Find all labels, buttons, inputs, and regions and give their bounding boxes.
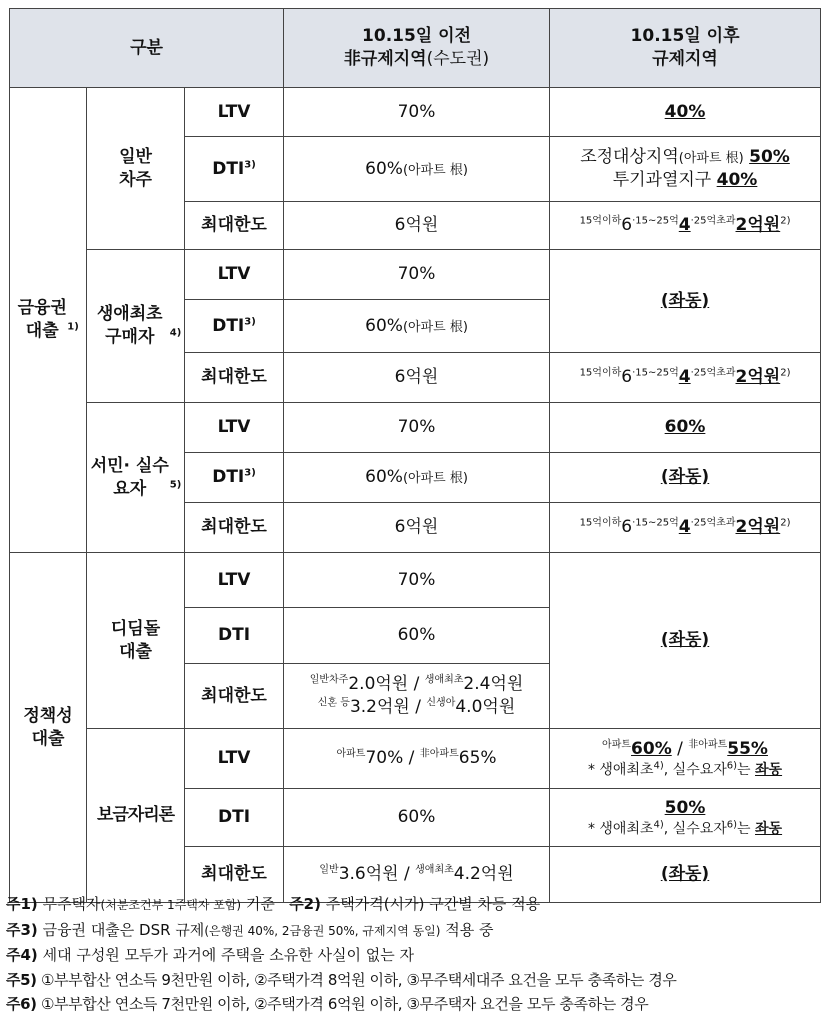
general-dti-before-value: 60% bbox=[365, 158, 403, 179]
low-income-ltv-after bbox=[550, 403, 821, 453]
footnote-5-key: 주5) bbox=[6, 970, 37, 989]
didimdol-general-value: 2.0억원 bbox=[348, 674, 409, 695]
header-after bbox=[550, 9, 821, 88]
tier2-value: 4 bbox=[678, 215, 691, 236]
dti-after-speculation-value: 40% bbox=[716, 170, 758, 190]
dti-text: DTI bbox=[212, 315, 245, 336]
low-income-limit-after bbox=[550, 503, 821, 553]
dti-sup: 3) bbox=[244, 315, 256, 327]
didimdol-after-same-text: (좌동) bbox=[660, 630, 710, 651]
didimdol-newborn-value: 4.0억원 bbox=[455, 697, 516, 717]
footnote-6-key: 주6) bbox=[6, 995, 37, 1013]
footnote-6-text: ①부부합산 연소득 7천만원 이하, ②주택가격 6억원 이하, ③무주택자 요건을 모두 충족하는 경우 bbox=[40, 995, 649, 1013]
tier2-sup: ·15~25억 bbox=[632, 215, 679, 227]
tier2-value: 4 bbox=[678, 367, 691, 388]
footnote-6 bbox=[6, 992, 821, 1017]
footnote-5 bbox=[6, 968, 821, 993]
borrower-first-time bbox=[87, 250, 185, 403]
tier-note-sup: 2) bbox=[780, 367, 791, 379]
dti-after-speculation-area: 투기과열지구 bbox=[612, 170, 712, 190]
general-limit-before bbox=[284, 202, 550, 250]
footnote-2-text-b: 구간별 차등 적용 bbox=[429, 895, 541, 913]
footnote-3-text-a: 금융권 대출은 DSR 규제 bbox=[42, 920, 205, 939]
group-financial bbox=[10, 88, 87, 553]
borrower-bogeumjari-name: 보금자리론 bbox=[96, 805, 175, 826]
first-time-limit-before-value: 6억원 bbox=[394, 367, 439, 388]
bogeumjari-dti-before bbox=[284, 789, 550, 847]
footnote-1-text-b: 기준 bbox=[245, 895, 275, 913]
footnotes bbox=[6, 892, 821, 1017]
header-before bbox=[284, 9, 550, 88]
didimdol-general-sup: 일반차주 bbox=[309, 674, 349, 686]
note-pre: * 생애최초 bbox=[587, 761, 654, 778]
general-dti-after bbox=[550, 137, 821, 202]
bogeumjari-limit-general-value: 3.6억원 bbox=[338, 864, 399, 885]
label-ltv bbox=[185, 729, 284, 789]
note-sup1: 4) bbox=[653, 818, 664, 830]
label-max-limit bbox=[185, 353, 284, 403]
footnote-1-text-a: 무주택자 bbox=[42, 895, 101, 913]
label-max-limit bbox=[185, 664, 284, 729]
didimdol-first-value: 2.4억원 bbox=[463, 674, 524, 695]
note-pre: * 생애최초 bbox=[587, 820, 654, 837]
low-income-ltv-after-value: 60% bbox=[664, 417, 706, 438]
bogeumjari-ltv-after-note bbox=[550, 761, 820, 780]
header-category-label: 구분 bbox=[130, 37, 163, 58]
label-max-limit bbox=[185, 202, 284, 250]
max-limit-text: 최대한도 bbox=[201, 367, 267, 388]
group-policy bbox=[10, 553, 87, 903]
footnote-1-2 bbox=[6, 892, 821, 918]
footnote-2-text-a: 주택가격 bbox=[325, 895, 384, 913]
didimdol-limit-line1 bbox=[284, 673, 549, 696]
tier1-sup: 15억이하 bbox=[579, 517, 622, 529]
loan-regulation-table bbox=[9, 8, 821, 903]
first-time-limit-before bbox=[284, 353, 550, 403]
max-limit-text: 최대한도 bbox=[201, 685, 267, 706]
footnote-4-key: 주4) bbox=[6, 946, 38, 964]
label-dti bbox=[185, 608, 284, 664]
tier3-sup: ·25억초과 bbox=[690, 367, 736, 379]
low-income-sup: 5) bbox=[169, 478, 182, 490]
first-time-limit-after bbox=[550, 353, 821, 403]
footnote-2-key: 주2) bbox=[289, 895, 321, 913]
first-time-dti-before-note: (아파트 根) bbox=[402, 319, 468, 335]
dti-after-adjusted-note: (아파트 根) bbox=[678, 151, 744, 167]
borrower-bogeumjari bbox=[87, 729, 185, 903]
note-mid: , 실수요자 bbox=[663, 820, 727, 837]
label-max-limit bbox=[185, 503, 284, 553]
low-income-dti-before bbox=[284, 453, 550, 503]
ltv-text: LTV bbox=[217, 417, 251, 438]
header-before-region bbox=[284, 48, 549, 71]
low-income-dti-before-note: (아파트 根) bbox=[402, 471, 468, 487]
tier3-sup: ·25억초과 bbox=[690, 215, 736, 227]
max-limit-text: 최대한도 bbox=[201, 215, 267, 236]
bogeumjari-nonapt-value: 65% bbox=[458, 748, 497, 769]
dti-text: DTI bbox=[212, 467, 245, 488]
header-after-region: 규제지역 bbox=[652, 49, 718, 69]
general-limit-after bbox=[550, 202, 821, 250]
didimdol-after-same bbox=[550, 553, 821, 729]
tier3-value: 2억원 bbox=[735, 517, 781, 538]
note-post: 는 bbox=[737, 761, 751, 778]
ltv-text: LTV bbox=[217, 264, 251, 285]
max-limit-text: 최대한도 bbox=[201, 517, 267, 538]
footnote-3-text-b: 적용 중 bbox=[445, 920, 494, 939]
low-income-limit-before bbox=[284, 503, 550, 553]
bogeumjari-dti-after-value: 50% bbox=[664, 797, 706, 818]
general-dti-after-line1 bbox=[550, 146, 820, 169]
tier-note-sup: 2) bbox=[780, 215, 791, 227]
ltv-text: LTV bbox=[217, 748, 251, 769]
header-before-date: 10.15일 이전 bbox=[362, 26, 471, 47]
dti-after-adjusted-area: 조정대상지역 bbox=[580, 147, 679, 168]
note-sup2: 6) bbox=[726, 818, 738, 830]
borrower-low-income-name: 서민· 실수요자 bbox=[90, 455, 169, 499]
bogeumjari-limit-general-sup: 일반 bbox=[319, 864, 339, 876]
footnote-3 bbox=[6, 918, 821, 944]
bogeumjari-nonapt-sup: 非아파트 bbox=[419, 748, 459, 760]
didimdol-newlywed-sup: 신혼 등 bbox=[317, 697, 350, 709]
max-limit-text: 최대한도 bbox=[201, 864, 267, 885]
label-dti bbox=[185, 453, 284, 503]
footnote-2-paren: (시가) bbox=[383, 895, 425, 913]
separator: / bbox=[413, 674, 420, 695]
general-ltv-before-value: 70% bbox=[397, 101, 436, 122]
low-income-dti-before-value: 60% bbox=[365, 467, 403, 488]
low-income-limit-before-value: 6억원 bbox=[394, 517, 439, 538]
tier2-value: 4 bbox=[678, 517, 691, 538]
bogeumjari-dti-after bbox=[550, 789, 821, 847]
tier3-sup: ·25억초과 bbox=[690, 517, 736, 529]
bogeumjari-after-apt-value: 60% bbox=[631, 738, 672, 759]
label-dti bbox=[185, 300, 284, 353]
bogeumjari-apt-value: 70% bbox=[365, 748, 404, 769]
footnote-3-paren: (은행권 40%, 2금융권 50%, 규제지역 동일) bbox=[204, 923, 441, 938]
group-financial-label: 금융권 대출 bbox=[17, 298, 67, 341]
didimdol-limit-before bbox=[284, 664, 550, 729]
note-mid: , 실수요자 bbox=[663, 761, 727, 778]
bogeumjari-after-nonapt-sup: 非아파트 bbox=[688, 738, 728, 750]
bogeumjari-apt-sup: 아파트 bbox=[336, 748, 366, 760]
bogeumjari-dti-after-note bbox=[550, 820, 820, 839]
borrower-first-time-name: 생애최초 구매자 bbox=[96, 304, 163, 347]
tier1-value: 6 bbox=[621, 215, 633, 236]
didimdol-newlywed-value: 3.2억원 bbox=[349, 697, 410, 717]
footnote-1-paren: (처분조건부 1주택자 포함) bbox=[100, 898, 242, 912]
general-ltv-after-value: 40% bbox=[664, 101, 706, 122]
borrower-didimdol-name: 디딤돌 대출 bbox=[110, 618, 161, 662]
low-income-dti-after-value: (좌동) bbox=[660, 467, 710, 488]
tier1-sup: 15억이하 bbox=[579, 367, 622, 379]
header-after-date: 10.15일 이후 bbox=[630, 26, 740, 47]
footnote-4-text: 세대 구성원 모두가 과거에 주택을 소유한 사실이 없는 자 bbox=[42, 946, 414, 964]
footnote-4 bbox=[6, 943, 821, 968]
separator: / bbox=[677, 738, 683, 759]
tier1-value: 6 bbox=[621, 367, 633, 388]
general-limit-before-value: 6억원 bbox=[394, 215, 439, 236]
separator: / bbox=[408, 748, 415, 769]
tier2-sup: ·15~25억 bbox=[632, 367, 679, 379]
separator: / bbox=[415, 697, 421, 717]
footnote-5-text: ①부부합산 연소득 9천만원 이하, ②주택가격 8억원 이하, ③무주택세대주 요건을 모두 충족하는 경우 bbox=[40, 970, 677, 989]
label-ltv bbox=[185, 250, 284, 300]
note-sup1: 4) bbox=[653, 759, 664, 771]
first-time-dti-before-value: 60% bbox=[365, 315, 403, 336]
didimdol-dti-before-value: 60% bbox=[397, 625, 436, 646]
bogeumjari-limit-first-sup: 생애최초 bbox=[415, 864, 454, 876]
didimdol-ltv-before bbox=[284, 553, 550, 608]
tier3-value: 2억원 bbox=[735, 367, 781, 388]
bogeumjari-after-apt-sup: 아파트 bbox=[602, 738, 632, 750]
group-policy-label: 정책성 대출 bbox=[23, 705, 73, 749]
footnote-1-key: 주1) bbox=[6, 895, 38, 913]
borrower-didimdol bbox=[87, 553, 185, 729]
footnote-3-key: 주3) bbox=[6, 920, 38, 939]
first-time-after-same bbox=[550, 250, 821, 353]
separator: / bbox=[403, 864, 410, 885]
note-same: 좌동 bbox=[755, 820, 783, 837]
before-region-paren: (수도권) bbox=[426, 49, 490, 69]
tier1-sup: 15억이하 bbox=[579, 215, 622, 227]
bogeumjari-limit-after-value: (좌동) bbox=[660, 864, 710, 885]
label-dti bbox=[185, 137, 284, 202]
first-time-sup: 4) bbox=[169, 327, 182, 339]
didimdol-limit-line2 bbox=[284, 696, 549, 719]
dti-sup: 3) bbox=[244, 158, 256, 170]
first-time-dti-before bbox=[284, 300, 550, 353]
tier2-sup: ·15~25억 bbox=[632, 517, 679, 529]
label-ltv bbox=[185, 88, 284, 137]
label-ltv bbox=[185, 403, 284, 453]
bogeumjari-after-nonapt-value: 55% bbox=[727, 738, 768, 759]
note-post: 는 bbox=[737, 820, 751, 837]
general-dti-after-line2 bbox=[550, 169, 820, 192]
before-region-text: 非규제지역 bbox=[343, 49, 427, 69]
ltv-text: LTV bbox=[217, 101, 251, 122]
label-ltv bbox=[185, 553, 284, 608]
ltv-text: LTV bbox=[217, 569, 251, 590]
general-dti-before-note: (아파트 根) bbox=[402, 162, 468, 178]
didimdol-dti-before bbox=[284, 608, 550, 664]
tier-note-sup: 2) bbox=[780, 517, 791, 529]
bogeumjari-ltv-after bbox=[550, 729, 821, 789]
dti-after-adjusted-value: 50% bbox=[749, 147, 790, 168]
didimdol-ltv-before-value: 70% bbox=[397, 569, 436, 590]
bogeumjari-ltv-after-values bbox=[550, 738, 820, 761]
general-ltv-before bbox=[284, 88, 550, 137]
bogeumjari-limit-first-value: 4.2억원 bbox=[453, 864, 514, 885]
didimdol-first-sup: 생애최초 bbox=[424, 674, 464, 686]
note-same: 좌동 bbox=[755, 761, 783, 778]
borrower-low-income bbox=[87, 403, 185, 553]
borrower-general-name: 일반 차주 bbox=[119, 146, 152, 190]
note-sup2: 6) bbox=[726, 759, 738, 771]
label-dti bbox=[185, 789, 284, 847]
group-financial-sup: 1) bbox=[67, 321, 79, 333]
general-dti-before bbox=[284, 137, 550, 202]
didimdol-newborn-sup: 신생아 bbox=[426, 697, 456, 709]
dti-text: DTI bbox=[212, 158, 245, 179]
low-income-ltv-before-value: 70% bbox=[397, 417, 436, 438]
first-time-ltv-before-value: 70% bbox=[397, 264, 436, 285]
tier3-value: 2억원 bbox=[735, 215, 781, 236]
first-time-after-same-text: (좌동) bbox=[660, 290, 710, 311]
bogeumjari-dti-before-value: 60% bbox=[397, 807, 436, 828]
bogeumjari-ltv-before bbox=[284, 729, 550, 789]
first-time-ltv-before bbox=[284, 250, 550, 300]
low-income-ltv-before bbox=[284, 403, 550, 453]
dti-text: DTI bbox=[217, 625, 251, 646]
general-ltv-after bbox=[550, 88, 821, 137]
low-income-dti-after bbox=[550, 453, 821, 503]
dti-sup: 3) bbox=[244, 467, 256, 479]
borrower-general bbox=[87, 88, 185, 250]
tier1-value: 6 bbox=[621, 517, 633, 538]
dti-text: DTI bbox=[217, 807, 251, 828]
header-category bbox=[10, 9, 284, 88]
